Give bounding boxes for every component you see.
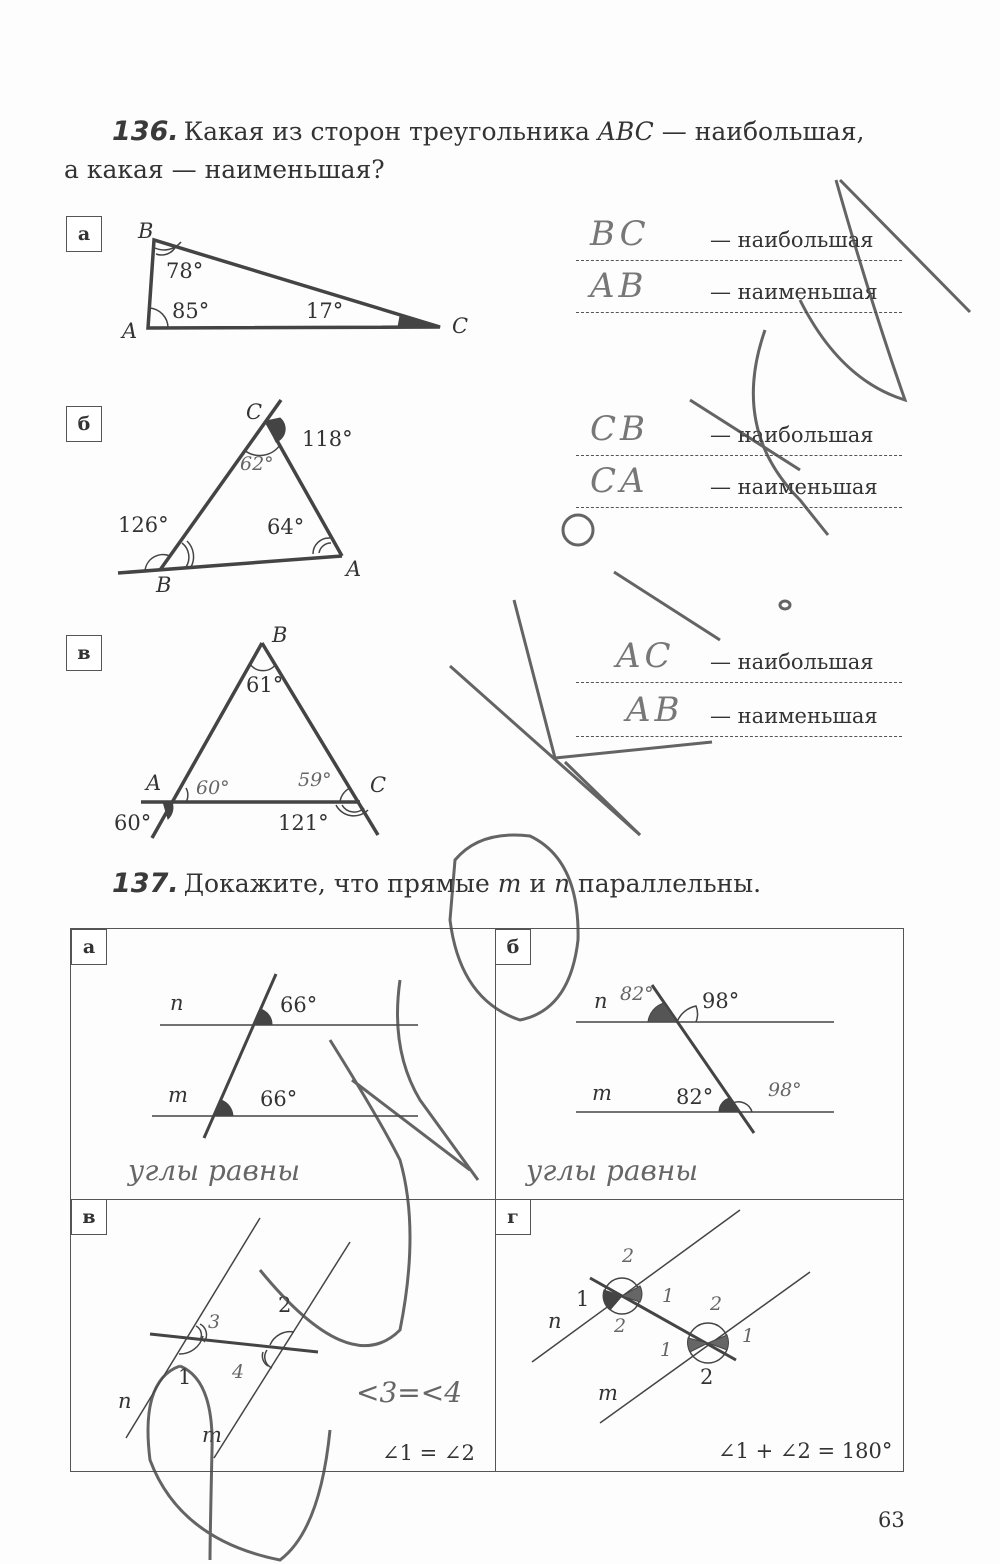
svg-text:m: m <box>168 1083 188 1107</box>
svg-text:m: m <box>592 1081 612 1105</box>
svg-text:64°: 64° <box>267 515 305 539</box>
svg-text:66°: 66° <box>260 1087 298 1111</box>
cell-label-a: а <box>71 929 107 965</box>
svg-text:n: n <box>118 1389 132 1413</box>
svg-text:1: 1 <box>178 1365 192 1389</box>
page-number: 63 <box>878 1508 905 1532</box>
svg-text:n: n <box>594 989 608 1013</box>
svg-text:1: 1 <box>576 1287 590 1311</box>
svg-text:B: B <box>156 573 172 597</box>
svg-text:C: C <box>246 400 263 424</box>
svg-text:60°: 60° <box>114 811 152 835</box>
handwritten-answer: CA <box>590 461 649 501</box>
svg-text:2: 2 <box>278 1293 292 1317</box>
svg-text:82°: 82° <box>620 983 654 1005</box>
svg-text:C: C <box>370 773 387 797</box>
svg-text:118°: 118° <box>302 427 353 451</box>
answer-suffix: — наименьшая <box>710 475 878 499</box>
svg-text:1: 1 <box>662 1285 675 1307</box>
svg-text:2: 2 <box>622 1245 635 1267</box>
svg-text:∠1 + ∠2 = 180°: ∠1 + ∠2 = 180° <box>718 1439 893 1463</box>
task-136-text-line2: а какая — наименьшая? <box>64 155 385 184</box>
svg-text:4: 4 <box>232 1361 245 1383</box>
part-label-v: в <box>66 635 102 671</box>
svg-text:98°: 98° <box>702 989 740 1013</box>
handwritten-angle: 60° <box>196 777 230 799</box>
cell-label-v: в <box>71 1199 107 1235</box>
part-label-b: б <box>66 406 102 442</box>
angle-label: 78° <box>166 259 204 283</box>
angle-label: 85° <box>172 299 210 323</box>
svg-text:m: m <box>598 1381 618 1405</box>
svg-text:1: 1 <box>660 1339 673 1361</box>
svg-text:n: n <box>548 1309 562 1333</box>
figure-137v <box>126 1218 350 1458</box>
svg-text:1: 1 <box>742 1325 755 1347</box>
svg-text:82°: 82° <box>676 1085 714 1109</box>
answer-suffix: — наибольшая <box>710 650 874 674</box>
svg-text:∠1 = ∠2: ∠1 = ∠2 <box>382 1441 475 1465</box>
answer-suffix: — наименьшая <box>710 704 878 728</box>
handwritten-note: углы равны <box>526 1154 699 1187</box>
handwritten-angle: 62° <box>240 453 274 475</box>
svg-text:2: 2 <box>614 1315 627 1337</box>
svg-text:n: n <box>170 991 184 1015</box>
task-136-number: 136. <box>112 116 179 147</box>
answer-suffix: — наибольшая <box>710 228 874 252</box>
svg-text:2: 2 <box>710 1293 723 1315</box>
figure-137g <box>532 1210 810 1423</box>
svg-text:m: m <box>202 1423 222 1447</box>
answer-suffix: — наименьшая <box>710 280 878 304</box>
answer-suffix: — наибольшая <box>710 423 874 447</box>
svg-text:A: A <box>146 771 162 795</box>
pencil-scribbles <box>148 180 970 1560</box>
handwritten-answer: AB <box>626 690 684 730</box>
handwritten-note: <3=<4 <box>356 1376 463 1409</box>
handwritten-answer: AB <box>590 266 648 306</box>
vertex-B: B <box>138 219 154 243</box>
svg-text:A: A <box>346 557 362 581</box>
task-137-number: 137. <box>112 868 179 899</box>
vertex-A: A <box>122 319 138 343</box>
vertex-C: C <box>452 314 469 338</box>
handwritten-angle: 59° <box>298 769 332 791</box>
task-136-text-line1: Какая из сторон треугольника ABC — наибольшая, <box>183 117 865 146</box>
svg-text:126°: 126° <box>118 513 169 537</box>
svg-text:98°: 98° <box>768 1079 802 1101</box>
handwritten-answer: CB <box>590 409 649 449</box>
handwritten-note: углы равны <box>128 1154 301 1187</box>
part-label-a: а <box>66 216 102 252</box>
cell-label-g: г <box>495 1199 531 1235</box>
handwritten-answer: AC <box>616 636 675 676</box>
svg-text:3: 3 <box>208 1311 221 1333</box>
angle-label: 17° <box>306 299 344 323</box>
svg-text:B: B <box>272 623 288 647</box>
triangle-b <box>118 400 342 573</box>
svg-text:2: 2 <box>700 1365 714 1389</box>
cell-label-b: б <box>495 929 531 965</box>
svg-text:61°: 61° <box>246 673 284 697</box>
task-137-text: Докажите, что прямые m и n параллельны. <box>183 869 762 898</box>
svg-text:66°: 66° <box>280 993 318 1017</box>
svg-text:121°: 121° <box>278 811 329 835</box>
handwritten-answer: BC <box>590 214 650 254</box>
